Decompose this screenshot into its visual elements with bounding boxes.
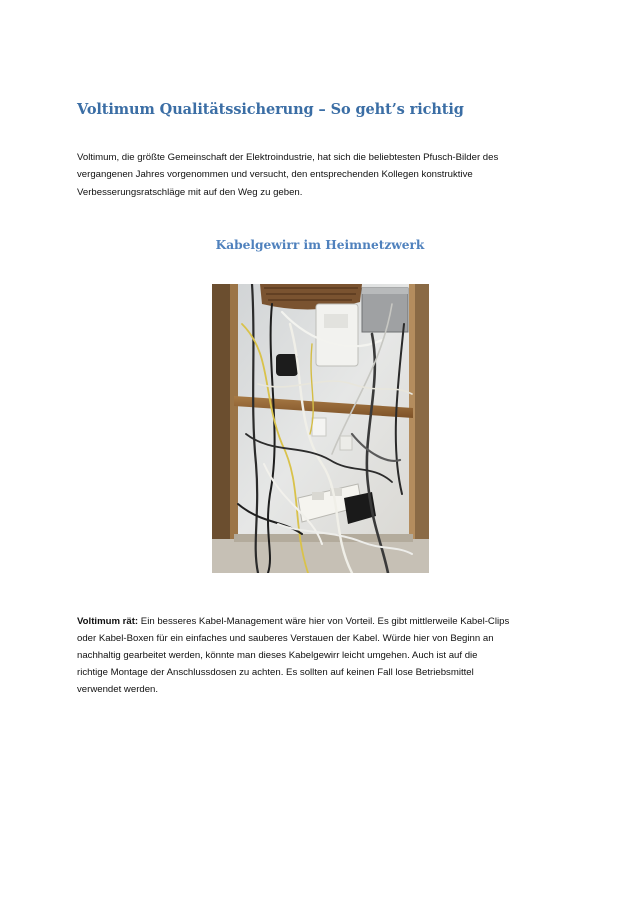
advice-paragraph <box>77 613 577 698</box>
cable-tangle-photo <box>212 284 429 573</box>
intro-line: Voltimum, die größte Gemeinschaft der Elektroindustrie, hat sich die beliebtesten Pfusch-Bilder des <box>77 152 499 163</box>
intro-line: vergangenen Jahres vorgenommen und versucht, den entsprechenden Kollegen konstruktive <box>77 169 473 181</box>
intro-line: Verbesserungsratschläge mit auf den Weg zu geben. <box>77 186 303 198</box>
intro-paragraph <box>77 149 567 201</box>
advice-line: nachhaltig gearbeitet werden, könnte man dieses Kabelgewirr leicht umgehen. Auch ist auf die <box>77 650 478 662</box>
section-title: Kabelgewirr im Heimnetzwerk <box>215 238 425 252</box>
advice-line: richtige Montage der Anschlussdosen zu achten. Es sollten auf keinen Fall lose Betriebsmittel <box>77 667 474 679</box>
page-title: Voltimum Qualitätssicherung – So geht’s richtig <box>77 101 464 118</box>
advice-lead: Voltimum rät: <box>77 616 139 627</box>
advice-line: oder Kabel-Boxen für ein einfaches und sauberes Verstauen der Kabel. Würde hier von Beginn an <box>77 633 494 645</box>
advice-line <box>77 613 577 630</box>
advice-first-line: Ein besseres Kabel-Management wäre hier von Vorteil. Es gibt mittlerweile Kabel-Clips <box>138 616 510 627</box>
advice-line: verwendet werden. <box>77 684 159 696</box>
